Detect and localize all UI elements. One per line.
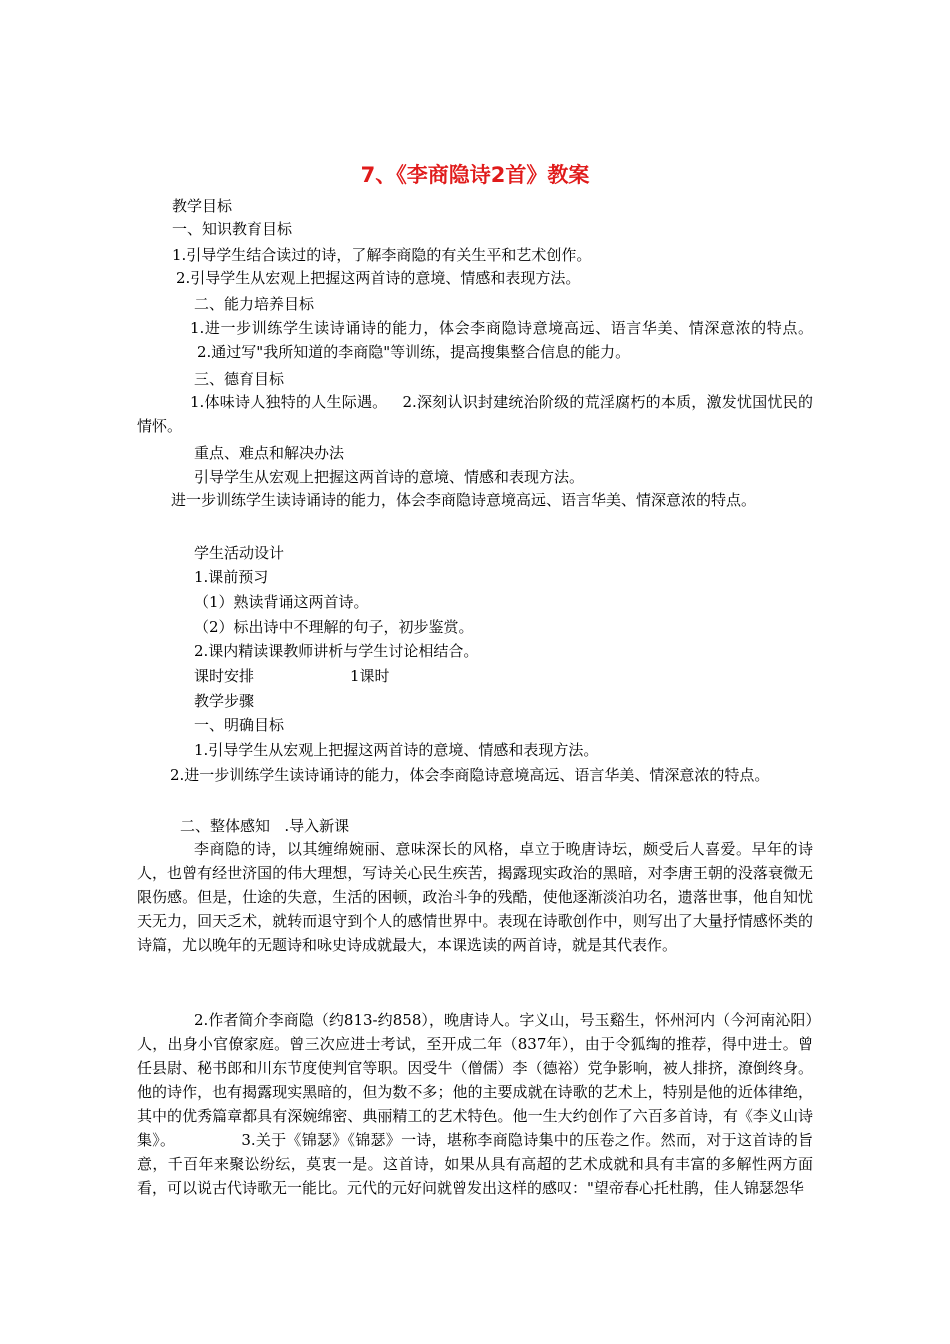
heading-teaching-goals: 教学目标 [172, 197, 233, 215]
ability-goal-2: 2.通过写"我所知道的李商隐"等训练，提高搜集整合信息的能力。 [197, 343, 631, 361]
activity-preview-b: （2）标出诗中不理解的句子，初步鉴赏。 [194, 618, 474, 636]
step-goal-1: 1.引导学生从宏观上把握这两首诗的意境、情感和表现方法。 [194, 741, 599, 759]
moral-goal-1: 1.体味诗人独特的人生际遇。 [190, 393, 388, 411]
key-point-1: 引导学生从宏观上把握这两首诗的意境、情感和表现方法。 [194, 468, 585, 486]
heading-student-activities: 学生活动设计 [194, 544, 285, 562]
heading-overall [180, 816, 349, 836]
document-title: 7、《李商隐诗2首》教案 [360, 163, 590, 187]
moral-goals-paragraph [137, 390, 813, 438]
jinse-heading: 3.关于《锦瑟》 [241, 1131, 348, 1149]
schedule-value: 1课时 [350, 667, 390, 685]
overall-label: 二、整体感知 [180, 817, 271, 835]
intro-paragraph: 李商隐的诗，以其缠绵婉丽、意味深长的风格，卓立于晚唐诗坛，颇受后人喜爱。早年的诗人，也曾有经世济国的伟大理想，写诗关心民生疾苦，揭露现实政治的黑暗，对李唐王朝的没落衰微无限伤感。但是，仕途的失意，生活的困顿，政治斗争的残酷，使他逐渐淡泊功名，遗落世事，他自知忧天无力，回天乏术，就转而退守到个人的感情世界中。表现在诗歌创作中，则写出了大量抒情感怀类的诗篇，尤以晚年的无题诗和咏史诗成就最大，本课选读的两首诗，就是其代表作。 [137, 840, 813, 954]
schedule-line [194, 666, 390, 686]
jinse-text: 《锦瑟》一诗，堪称李商隐诗集中的压卷之作。然而，对于这首诗的旨意，千百年来聚讼纷纭，莫衷一是。这首诗，如果从具有高超的艺术成就和具有丰富的多解性两方面看，可以说古代诗歌无一能比。元代的元好问就曾发出这样的感叹："望帝春心托杜鹃，佳人锦瑟怨华 [137, 1131, 813, 1197]
key-point-2: 进一步训练学生读诗诵诗的能力，体会李商隐诗意境高远、语言华美、情深意浓的特点。 [171, 491, 757, 509]
ability-goal-1: 1.进一步训练学生读诗诵诗的能力，体会李商隐诗意境高远、语言华美、情深意浓的特点。 [190, 319, 813, 337]
schedule-label: 课时安排 [194, 667, 255, 685]
ability-goals-paragraph [137, 316, 813, 364]
intro-label: .导入新课 [284, 817, 350, 835]
author-paragraph [137, 1008, 813, 1200]
knowledge-goal-2: 2.引导学生从宏观上把握这两首诗的意境、情感和表现方法。 [176, 269, 581, 287]
activity-preview-a: （1）熟读背诵这两首诗。 [194, 593, 369, 611]
step-goal-2: 2.进一步训练学生读诗诵诗的能力，体会李商隐诗意境高远、语言华美、情深意浓的特点。 [170, 766, 770, 784]
heading-key-points: 重点、难点和解决办法 [194, 444, 345, 462]
heading-clarify-goals: 一、明确目标 [194, 716, 285, 734]
activity-in-class: 2.课内精读课教师讲析与学生讨论相结合。 [194, 642, 479, 660]
heading-teaching-steps: 教学步骤 [194, 692, 255, 710]
moral-goal-2: 2.深刻认识封建统治阶级的荒淫腐朽的本质，激发忧国忧民的情怀。 [137, 393, 813, 435]
heading-moral-goals: 三、德育目标 [194, 370, 285, 388]
activity-preview: 1.课前预习 [194, 568, 269, 586]
heading-ability-goals: 二、能力培养目标 [194, 295, 315, 313]
knowledge-goal-1: 1.引导学生结合读过的诗，了解李商隐的有关生平和艺术创作。 [172, 246, 592, 264]
heading-knowledge-goals: 一、知识教育目标 [172, 220, 293, 238]
author-intro: 2.作者简介李商隐（约813-约858），晚唐诗人。字义山，号玉谿生，怀州河内（今河南沁阳）人，出身小官僚家庭。曾三次应进士考试，至开成二年（837年），由于令狐绹的推荐，得中进士。曾任县尉、秘书郎和川东节度使判官等职。因受牛（僧儒）李（德裕）党争影响，被人排挤，潦倒终身。他的诗作，也有揭露现实黑暗的，但为数不多；他的主要成就在诗歌的艺术上，特别是他的近体律绝，其中的优秀篇章都具有深婉绵密、典丽精工的艺术特色。他一生大约创作了六百多首诗，有《李义山诗集》。 [137, 1011, 813, 1149]
